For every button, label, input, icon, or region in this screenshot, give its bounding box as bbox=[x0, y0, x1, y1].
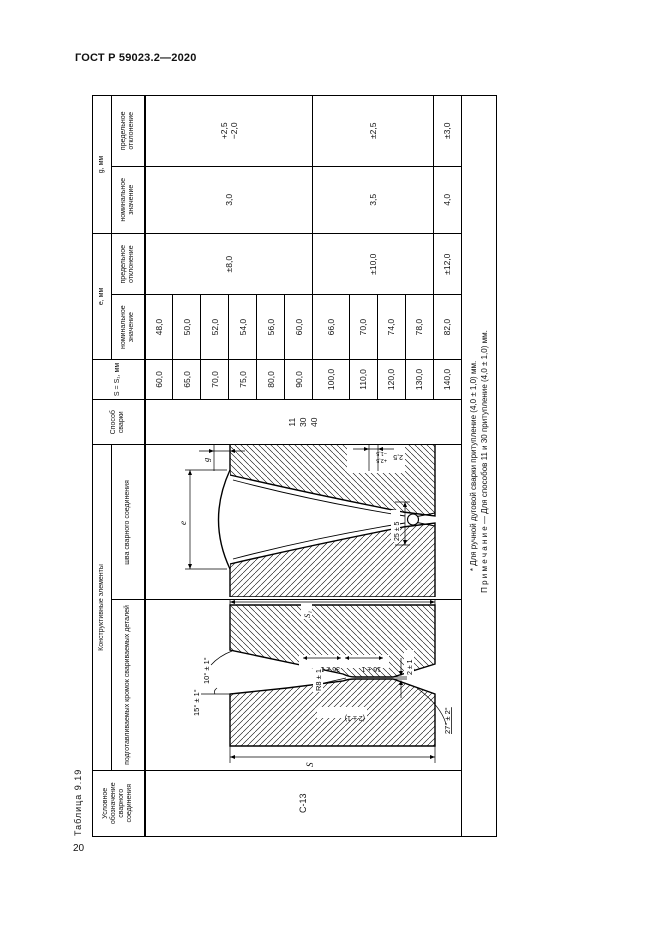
g-deviation-value: ±2,5 bbox=[313, 96, 434, 167]
dimension-label-s: S bbox=[304, 762, 315, 767]
weld-root bbox=[407, 514, 418, 525]
dimension-label-width-lower: 16 ± 1 bbox=[361, 664, 381, 672]
s-value: 65,0 bbox=[173, 359, 201, 399]
s-value: 75,0 bbox=[229, 359, 257, 399]
header-designation: Условное обозначение сварного соединения bbox=[93, 770, 145, 836]
diagram-prepared-edges bbox=[145, 600, 462, 770]
header-e-deviation: предельное отклонение bbox=[112, 233, 145, 294]
rotated-table-block bbox=[73, 95, 490, 837]
method-11: 11 bbox=[286, 417, 297, 427]
header-constructive-elements: Конструктивные элементы bbox=[93, 445, 112, 770]
e-nominal-value: 70,0 bbox=[349, 295, 377, 359]
dimension-label-back-reinf: 2,5 bbox=[392, 453, 403, 461]
header-g-nominal: номинальное значение bbox=[112, 166, 145, 233]
e-nominal-value: 54,0 bbox=[229, 295, 257, 359]
e-deviation-value: ±10,0 bbox=[313, 233, 434, 294]
e-nominal-value: 52,0 bbox=[201, 295, 229, 359]
footnote-manual-welding: * Для ручной дуговой сварки притупление (4,0 ± 1,0) мм. bbox=[468, 360, 478, 572]
page-number: 20 bbox=[73, 843, 85, 854]
g-deviation-plus: +2,5 bbox=[218, 122, 229, 140]
dimension-label-g: g bbox=[200, 458, 211, 463]
seam-drawing-svg bbox=[147, 445, 455, 598]
edges-drawing-svg bbox=[147, 600, 455, 768]
dimension-label-angle-outer: 15° ± 1° bbox=[191, 688, 201, 716]
e-nominal-value: 82,0 bbox=[433, 295, 461, 359]
dimension-label-offset-ref: (2 ± 1) bbox=[344, 713, 365, 721]
e-nominal-value: 56,0 bbox=[257, 295, 285, 359]
method-30: 30 bbox=[297, 417, 308, 427]
g-deviation-value bbox=[145, 96, 313, 167]
standard-reference: ГОСТ Р 59023.2—2020 bbox=[75, 52, 197, 64]
header-g-deviation: предельное отклонение bbox=[112, 96, 145, 167]
table-notes-cell bbox=[461, 96, 496, 837]
designation-value: С-13 bbox=[145, 770, 462, 836]
header-prepared-edges: подготавливаемых кромок свариваемых деталей bbox=[112, 600, 145, 770]
dimension-label-back-angle: 27° ± 2° bbox=[442, 706, 452, 734]
g-nominal-value: 4,0 bbox=[433, 166, 461, 233]
header-e-group: е, мм bbox=[93, 233, 112, 359]
header-e-nominal: номинальное значение bbox=[112, 295, 145, 359]
g-deviation-minus: −2,0 bbox=[228, 122, 239, 140]
method-40: 40 bbox=[308, 417, 319, 427]
left-plate-section bbox=[230, 523, 435, 597]
dimension-label-root-radius: R8 ± 1 bbox=[313, 668, 323, 691]
s-dimension bbox=[230, 746, 435, 763]
dimension-label-back-reinf-plus: +2,5 bbox=[375, 457, 387, 464]
s-value: 110,0 bbox=[349, 359, 377, 399]
e-nominal-value: 74,0 bbox=[377, 295, 405, 359]
dimension-label-e: е bbox=[177, 521, 188, 526]
s-value: 130,0 bbox=[405, 359, 433, 399]
dimension-label-s1: S₁ bbox=[301, 610, 312, 618]
header-g-group: g, мм bbox=[93, 96, 112, 234]
s-value: 70,0 bbox=[201, 359, 229, 399]
e-nominal-value: 50,0 bbox=[173, 295, 201, 359]
header-weld-method: Способ сварки bbox=[93, 400, 145, 445]
dimension-label-back-reinf-minus: −1,5 bbox=[375, 450, 387, 457]
e-nominal-value: 60,0 bbox=[285, 295, 313, 359]
e-nominal-value: 78,0 bbox=[405, 295, 433, 359]
weld-cap bbox=[218, 470, 230, 569]
e-deviation-value: ±8,0 bbox=[145, 233, 313, 294]
g-nominal-value: 3,0 bbox=[145, 166, 313, 233]
note-methods: П р и м е ч а н и е — Для способов 11 и 30 притупление (4,0 ± 1,0) мм. bbox=[479, 330, 489, 593]
dimension-label-root-gap: 2 ± 1 bbox=[406, 659, 414, 675]
header-thickness: S = S₁, мм bbox=[93, 359, 145, 399]
s-value: 80,0 bbox=[257, 359, 285, 399]
g-deviation-value: ±3,0 bbox=[433, 96, 461, 167]
dimension-label-width-upper: 36 ± 1 bbox=[320, 664, 340, 672]
e-nominal-value: 66,0 bbox=[313, 295, 350, 359]
weld-joint-table bbox=[92, 95, 497, 837]
g-nominal-value: 3,5 bbox=[313, 166, 434, 233]
dimension-label-back-leg: 25 ± 5 bbox=[393, 522, 401, 542]
header-weld-seam: шва сварного соединения bbox=[112, 445, 145, 600]
table-caption: Таблица 9.19 bbox=[73, 768, 83, 836]
diagram-weld-seam bbox=[145, 445, 462, 600]
e-deviation-value: ±12,0 bbox=[433, 233, 461, 294]
s-value: 100,0 bbox=[313, 359, 350, 399]
s-value: 90,0 bbox=[285, 359, 313, 399]
dimension-label-angle-inner: 10° ± 1° bbox=[201, 656, 211, 684]
e-nominal-value: 48,0 bbox=[145, 295, 173, 359]
s-value: 60,0 bbox=[145, 359, 173, 399]
s-value: 120,0 bbox=[377, 359, 405, 399]
weld-methods-cell bbox=[145, 400, 462, 445]
s-value: 140,0 bbox=[433, 359, 461, 399]
